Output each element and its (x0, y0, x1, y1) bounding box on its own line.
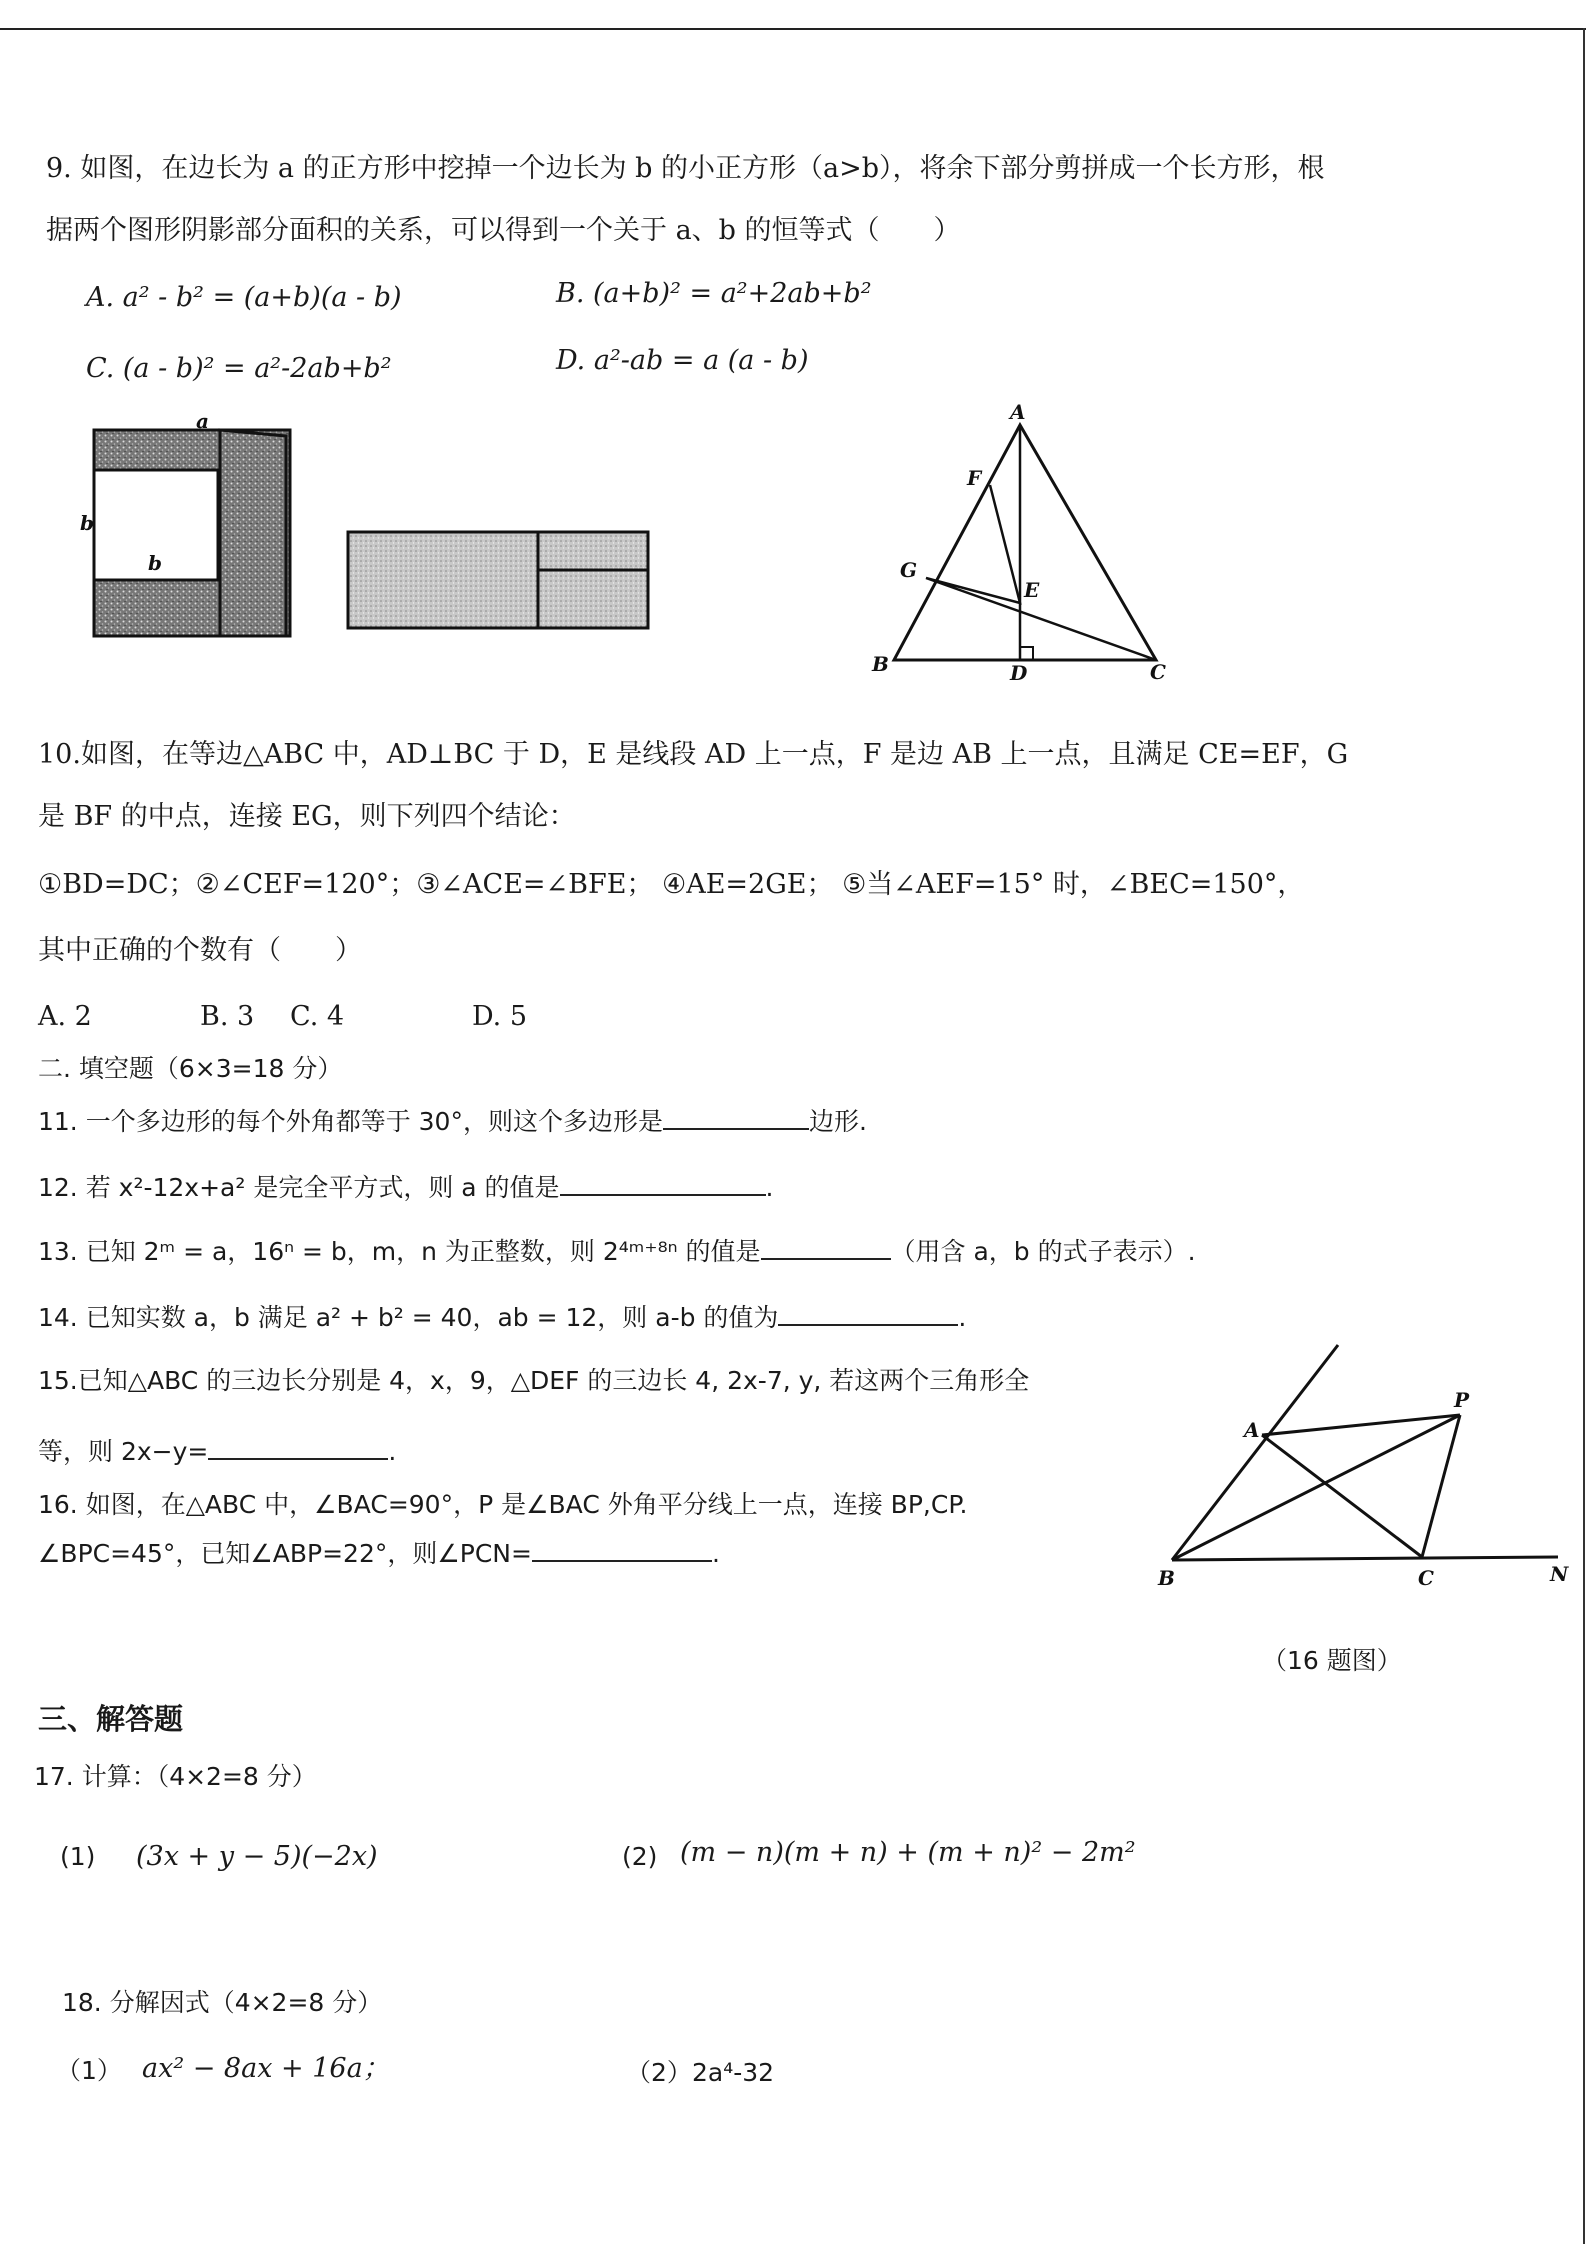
fig16-caption: （16 题图） (1262, 1646, 1402, 1675)
q11-text-end: 边形. (808, 1107, 867, 1136)
q9-fig-label-b-left: b (80, 511, 94, 535)
fig10-label-a: A (1010, 400, 1026, 424)
fig16-label-a: A (1244, 1418, 1260, 1442)
q10-figure (860, 395, 1180, 695)
fig16-label-b: B (1158, 1566, 1175, 1590)
q17-title: 17. 计算：（4×2=8 分） (34, 1762, 317, 1791)
q13-blank (761, 1234, 891, 1260)
q15-blank (208, 1434, 388, 1460)
q10-option-b: B. 3 (200, 1001, 255, 1032)
page-top-border (0, 28, 1586, 30)
q18-part1-expression: ax² − 8ax + 16a； (142, 2053, 390, 2084)
fig16-label-n: N (1550, 1562, 1569, 1586)
q15-line1: 15.已知△ABC 的三边长分别是 4，x，9，△DEF 的三边长 4, 2x-7, y, 若这两个三角形全 (38, 1366, 1030, 1395)
fig10-label-b: B (872, 652, 889, 676)
q10-line3: ①BD=DC；②∠CEF=120°；③∠ACE=∠BFE； ④AE=2GE； ⑤当∠AEF=15° 时，∠BEC=150°， (38, 869, 1305, 900)
q10-option-a: A. 2 (38, 1001, 92, 1032)
q18-title: 18. 分解因式（4×2=8 分） (62, 1988, 383, 2017)
q9-option-b: B. (a+b)² = a²+2ab+b² (556, 278, 872, 309)
q9-line2: 据两个图形阴影部分面积的关系，可以得到一个关于 a、b 的恒等式（ ） (46, 215, 961, 246)
q12 (38, 1170, 774, 1205)
fig16-label-c: C (1418, 1566, 1434, 1590)
fig10-label-f: F (967, 466, 982, 490)
q17-part2-number: (2) (622, 1842, 658, 1871)
q12-blank (560, 1170, 766, 1196)
q10-option-d: D. 5 (472, 1001, 528, 1032)
q18-part2-number: （2） (626, 2058, 692, 2087)
q11-blank (663, 1104, 809, 1130)
q9-fig-label-b-bottom: b (148, 551, 162, 575)
q13-text: 13. 已知 2ᵐ = a，16ⁿ = b，m，n 为正整数，则 2⁴ᵐ⁺⁸ⁿ 的值是 (38, 1237, 761, 1266)
q10-line2: 是 BF 的中点，连接 EG，则下列四个结论： (38, 801, 576, 832)
q16-blank (532, 1536, 712, 1562)
q11-text: 11. 一个多边形的每个外角都等于 30°，则这个多边形是 (38, 1107, 663, 1136)
q9-figure (80, 410, 700, 650)
q14-text-end: . (958, 1303, 967, 1332)
fig10-label-c: C (1150, 660, 1166, 684)
q17-part2-expression: (m − n)(m + n) + (m + n)² − 2m² (680, 1837, 1136, 1868)
q10-option-c: C. 4 (290, 1001, 345, 1032)
q9-line1: 9. 如图，在边长为 a 的正方形中挖掉一个边长为 b 的小正方形（a>b），将余下部分剪拼成一个长方形，根 (46, 153, 1325, 184)
q13 (38, 1234, 1196, 1269)
q9-option-d: D. a²-ab = a (a - b) (556, 345, 809, 376)
fig10-label-g: G (900, 558, 918, 582)
q11 (38, 1104, 867, 1139)
q9-fig-label-a: a (196, 410, 209, 433)
q10-line4: 其中正确的个数有（ ） (38, 935, 362, 966)
section3-title: 三、解答题 (38, 1702, 184, 1736)
q17-part1-expression: (3x + y − 5)(−2x) (136, 1841, 378, 1872)
q12-text: 12. 若 x²-12x+a² 是完全平方式，则 a 的值是 (38, 1173, 560, 1202)
page-right-border (1583, 28, 1585, 2244)
q12-text-end: . (765, 1173, 774, 1202)
q16-line2 (38, 1536, 720, 1571)
q18-part2-expression: 2a⁴-32 (692, 2058, 775, 2087)
q9-option-c: C. (a - b)² = a²-2ab+b² (86, 353, 392, 384)
q15-text: 等，则 2x−y= (38, 1437, 209, 1466)
q14-text: 14. 已知实数 a，b 满足 a² + b² = 40，ab = 12，则 a-b 的值为 (38, 1303, 779, 1332)
q15-line2 (38, 1434, 396, 1469)
q17-part1-number: (1) (60, 1842, 96, 1871)
q16-figure (1150, 1335, 1580, 1595)
q16-text: ∠BPC=45°，已知∠ABP=22°，则∠PCN= (38, 1539, 532, 1568)
fig10-label-e: E (1024, 578, 1040, 602)
q16-line1: 16. 如图，在△ABC 中，∠BAC=90°，P 是∠BAC 外角平分线上一点，连接 BP,CP. (38, 1490, 968, 1519)
q14 (38, 1300, 966, 1335)
q14-blank (778, 1300, 958, 1326)
fig16-label-p: P (1454, 1388, 1470, 1412)
q18-part1-number: （1） (56, 2056, 122, 2085)
q15-text-end: . (388, 1437, 397, 1466)
q9-option-a: A. a² - b² = (a+b)(a - b) (86, 282, 402, 313)
fig10-label-d: D (1010, 661, 1028, 685)
q16-text-end: . (711, 1539, 720, 1568)
section2-title: 二. 填空题（6×3=18 分） (38, 1054, 343, 1083)
q13-text-end: （用含 a，b 的式子表示）. (890, 1237, 1196, 1266)
q10-line1: 10.如图，在等边△ABC 中，AD⊥BC 于 D，E 是线段 AD 上一点，F 是边 AB 上一点，且满足 CE=EF，G (38, 739, 1349, 770)
